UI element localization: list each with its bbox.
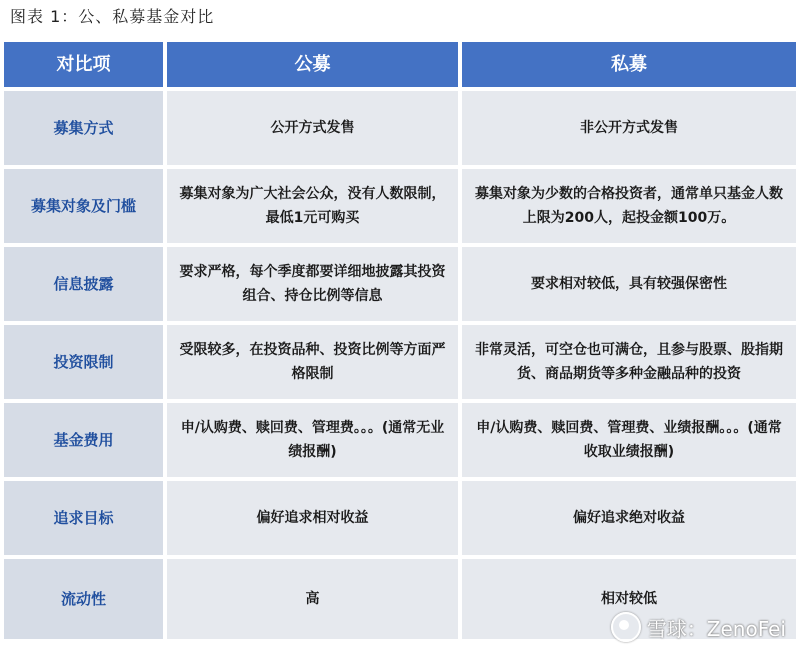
private-value: 相对较低 [462, 559, 796, 639]
row-label: 流动性 [4, 559, 163, 639]
row-label: 追求目标 [4, 481, 163, 555]
public-value: 公开方式发售 [167, 91, 458, 165]
public-value: 要求严格，每个季度都要详细地披露其投资组合、持仓比例等信息 [167, 247, 458, 321]
table-header-row [4, 42, 796, 87]
public-value: 募集对象为广大社会公众，没有人数限制，最低1元可购买 [167, 169, 458, 243]
xueqiu-watermark [611, 612, 786, 642]
snowball-logo-icon [611, 612, 641, 642]
public-value: 受限较多，在投资品种、投资比例等方面严格限制 [167, 325, 458, 399]
row-label: 募集对象及门槛 [4, 169, 163, 243]
table-row [4, 91, 796, 165]
table-row [4, 481, 796, 555]
table-row [4, 247, 796, 321]
public-value: 高 [167, 559, 458, 639]
private-value: 要求相对较低，具有较强保密性 [462, 247, 796, 321]
row-label: 基金费用 [4, 403, 163, 477]
private-value: 偏好追求绝对收益 [462, 481, 796, 555]
table-row [4, 325, 796, 399]
watermark-text: 雪球：ZenoFei [646, 616, 786, 641]
public-value: 申/认购费、赎回费、管理费。。。(通常无业绩报酬) [167, 403, 458, 477]
row-label: 募集方式 [4, 91, 163, 165]
figure-caption: 图表 1：公、私募基金对比 [10, 7, 215, 26]
header-comparison-item: 对比项 [4, 42, 163, 87]
comparison-table [4, 42, 796, 650]
private-value: 申/认购费、赎回费、管理费、业绩报酬。。。(通常收取业绩报酬) [462, 403, 796, 477]
row-label: 信息披露 [4, 247, 163, 321]
table-row [4, 403, 796, 477]
header-private-fund: 私募 [462, 42, 796, 87]
private-value: 募集对象为少数的合格投资者，通常单只基金人数上限为200人，起投金额100万。 [462, 169, 796, 243]
table-row [4, 169, 796, 243]
row-label: 投资限制 [4, 325, 163, 399]
public-value: 偏好追求相对收益 [167, 481, 458, 555]
private-value: 非公开方式发售 [462, 91, 796, 165]
private-value: 非常灵活，可空仓也可满仓，且参与股票、股指期货、商品期货等多种金融品种的投资 [462, 325, 796, 399]
header-public-fund: 公募 [167, 42, 458, 87]
